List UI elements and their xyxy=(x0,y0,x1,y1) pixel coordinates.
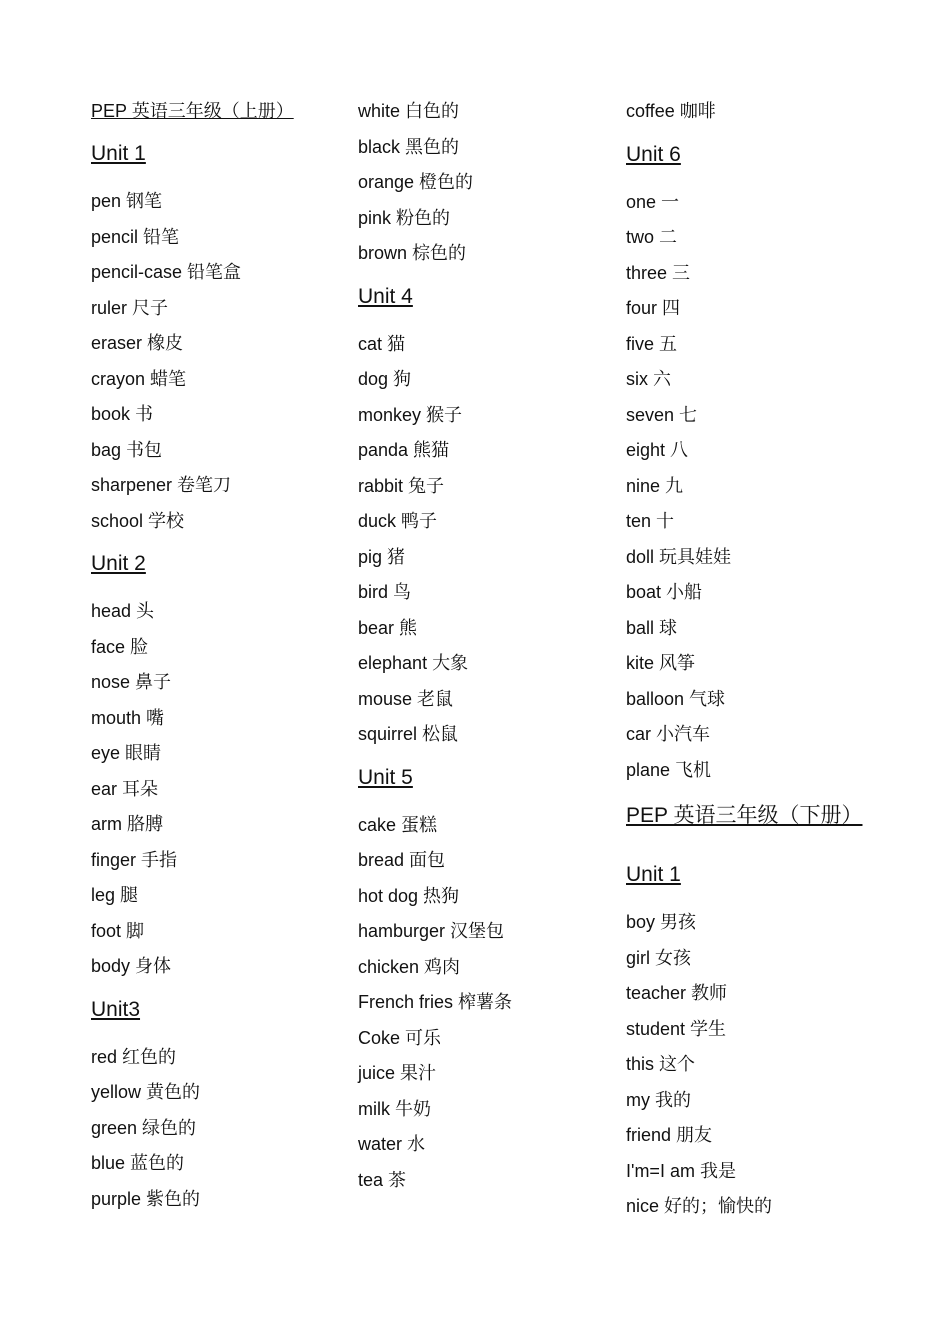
vocabulary-entry: head 头 xyxy=(91,601,155,621)
vocabulary-entry: coffee 咖啡 xyxy=(626,101,716,121)
vocabulary-entry: teacher 教师 xyxy=(626,983,728,1003)
vocabulary-entry: this 这个 xyxy=(626,1054,696,1074)
vocabulary-entry: monkey 猴子 xyxy=(358,404,463,425)
vocabulary-entry: orange 橙色的 xyxy=(358,172,474,192)
vocabulary-entry: eight 八 xyxy=(626,440,689,460)
vocabulary-entry: car 小汽车 xyxy=(626,724,711,744)
vocabulary-entry: kite 风筝 xyxy=(626,653,696,673)
vocabulary-entry: bird 鸟 xyxy=(358,582,412,602)
vocabulary-entry: pencil 铅笔 xyxy=(91,226,180,247)
vocabulary-column-3 xyxy=(626,94,886,1225)
vocabulary-entry: mouth 嘴 xyxy=(91,707,165,728)
vocabulary-entry: elephant 大象 xyxy=(358,653,469,673)
vocabulary-entry: mouse 老鼠 xyxy=(358,688,454,709)
unit-heading: Unit 6 xyxy=(626,142,681,166)
vocabulary-entry: panda 熊猫 xyxy=(358,440,450,460)
vocabulary-entry: school 学校 xyxy=(91,510,185,531)
vocabulary-entry: milk 牛奶 xyxy=(358,1098,431,1119)
vocabulary-entry: squirrel 松鼠 xyxy=(358,724,459,744)
vocabulary-entry: ball 球 xyxy=(626,617,678,638)
vocabulary-entry: plane 飞机 xyxy=(626,759,712,780)
vocabulary-entry: friend 朋友 xyxy=(626,1125,713,1145)
vocabulary-entry: one 一 xyxy=(626,191,680,212)
vocabulary-entry: French fries 榨薯条 xyxy=(358,992,513,1012)
vocabulary-entry: hot dog 热狗 xyxy=(358,885,460,906)
vocabulary-entry: ear 耳朵 xyxy=(91,778,159,799)
vocabulary-entry: I'm=I am 我是 xyxy=(626,1160,736,1181)
vocabulary-entry: girl 女孩 xyxy=(626,947,692,968)
vocabulary-entry: pig 猪 xyxy=(358,546,406,567)
vocabulary-entry: balloon 气球 xyxy=(626,688,726,709)
vocabulary-entry: red 红色的 xyxy=(91,1046,177,1067)
vocabulary-entry: green 绿色的 xyxy=(91,1117,197,1138)
vocabulary-entry: book 书 xyxy=(91,404,154,424)
vocabulary-entry: hamburger 汉堡包 xyxy=(358,921,505,941)
vocabulary-entry: crayon 蜡笔 xyxy=(91,368,187,389)
vocabulary-entry: finger 手指 xyxy=(91,849,178,870)
vocabulary-entry: student 学生 xyxy=(626,1018,727,1039)
vocabulary-column-1 xyxy=(91,94,351,1217)
vocabulary-entry: purple 紫色的 xyxy=(91,1188,201,1209)
book-title: PEP 英语三年级（下册） xyxy=(626,804,863,827)
vocabulary-entry: body 身体 xyxy=(91,956,172,976)
vocabulary-entry: eye 眼睛 xyxy=(91,743,162,763)
vocabulary-entry: three 三 xyxy=(626,262,691,283)
vocabulary-entry: ten 十 xyxy=(626,511,675,531)
vocabulary-entry: nice 好的；愉快的 xyxy=(626,1196,773,1216)
vocabulary-entry: doll 玩具娃娃 xyxy=(626,546,732,567)
unit-heading: Unit 4 xyxy=(358,284,413,308)
vocabulary-entry: nine 九 xyxy=(626,475,684,496)
vocabulary-entry: bear 熊 xyxy=(358,617,418,638)
vocabulary-entry: my 我的 xyxy=(626,1089,691,1110)
vocabulary-entry: dog 狗 xyxy=(358,369,412,389)
vocabulary-entry: pencil-case 铅笔盒 xyxy=(91,262,242,282)
vocabulary-entry: white 白色的 xyxy=(358,101,460,121)
vocabulary-entry: juice 果汁 xyxy=(358,1063,437,1083)
vocabulary-entry: duck 鸭子 xyxy=(358,511,438,531)
unit-heading: Unit 1 xyxy=(626,863,681,886)
vocabulary-entry: water 水 xyxy=(358,1134,426,1154)
vocabulary-entry: cat 猫 xyxy=(358,333,406,354)
vocabulary-entry: rabbit 兔子 xyxy=(358,475,445,496)
vocabulary-entry: pen 钢笔 xyxy=(91,191,163,211)
vocabulary-entry: pink 粉色的 xyxy=(358,207,451,228)
vocabulary-entry: foot 脚 xyxy=(91,920,145,941)
vocabulary-entry: tea 茶 xyxy=(358,1169,407,1190)
unit-heading: Unit 2 xyxy=(91,552,146,575)
vocabulary-entry: two 二 xyxy=(626,227,678,247)
vocabulary-entry: black 黑色的 xyxy=(358,136,460,157)
vocabulary-entry: arm 胳膊 xyxy=(91,814,163,834)
unit-heading: Unit3 xyxy=(91,997,141,1021)
vocabulary-entry: cake 蛋糕 xyxy=(358,814,438,835)
vocabulary-entry: four 四 xyxy=(626,298,681,318)
vocabulary-entry: face 脸 xyxy=(91,636,149,657)
vocabulary-column-2 xyxy=(358,94,618,1198)
vocabulary-entry: bag 书包 xyxy=(91,439,163,460)
vocabulary-entry: five 五 xyxy=(626,333,678,354)
vocabulary-entry: boat 小船 xyxy=(626,582,703,602)
vocabulary-entry: six 六 xyxy=(626,369,671,389)
unit-heading: Unit 1 xyxy=(91,142,146,165)
vocabulary-entry: boy 男孩 xyxy=(626,912,697,932)
vocabulary-entry: leg 腿 xyxy=(91,885,139,905)
vocabulary-entry: yellow 黄色的 xyxy=(91,1082,201,1102)
vocabulary-entry: ruler 尺子 xyxy=(91,297,169,318)
vocabulary-entry: Coke 可乐 xyxy=(358,1027,442,1048)
unit-heading: Unit 5 xyxy=(358,765,413,789)
vocabulary-entry: seven 七 xyxy=(626,404,698,425)
vocabulary-entry: sharpener 卷笔刀 xyxy=(91,475,232,495)
vocabulary-entry: nose 鼻子 xyxy=(91,672,172,692)
vocabulary-entry: chicken 鸡肉 xyxy=(358,956,461,977)
vocabulary-entry: bread 面包 xyxy=(358,850,446,870)
vocabulary-entry: brown 棕色的 xyxy=(358,243,467,263)
book-title: PEP 英语三年级（上册） xyxy=(91,101,294,121)
vocabulary-entry: blue 蓝色的 xyxy=(91,1153,185,1173)
vocabulary-entry: eraser 橡皮 xyxy=(91,333,184,353)
